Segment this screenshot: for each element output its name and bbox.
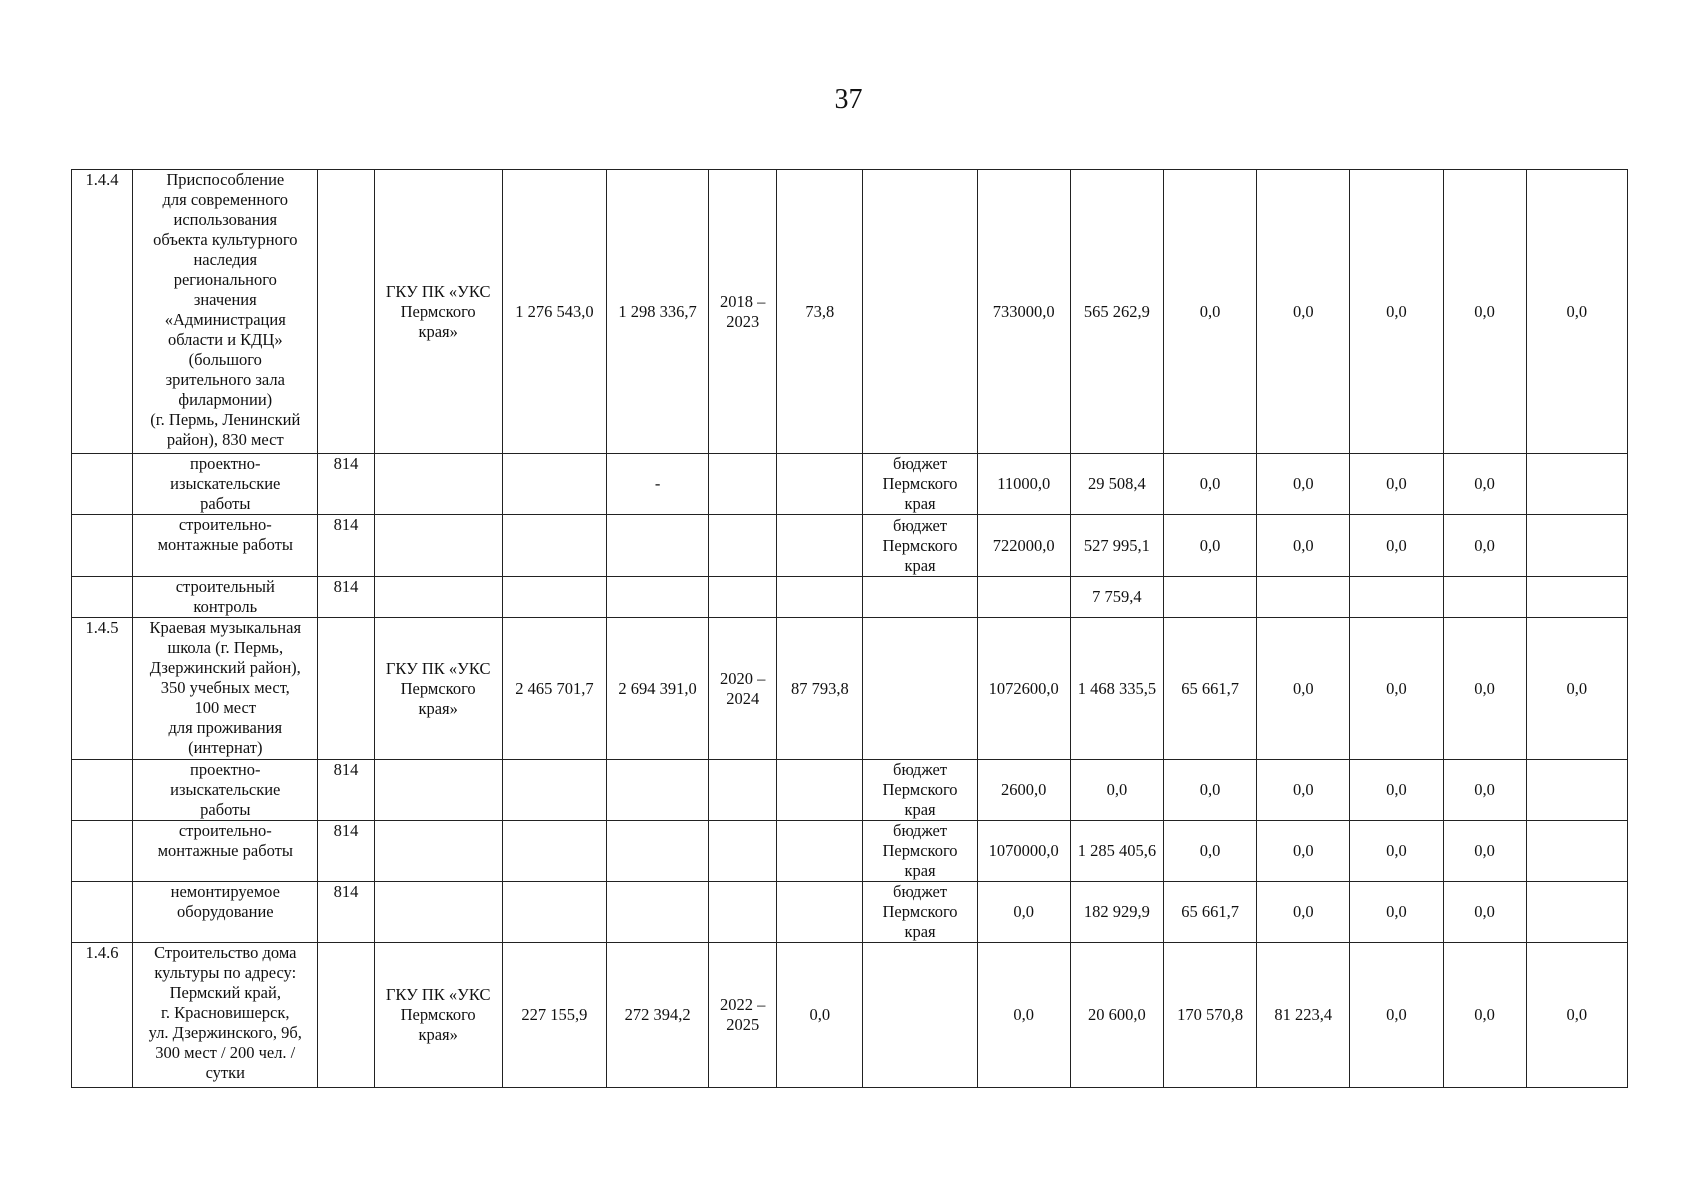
amount-col-5: 0,0 xyxy=(1386,301,1407,321)
amount-col-7: 0,0 xyxy=(1566,301,1588,321)
item-name: Краевая музыкальная школа (г. Пермь, Дзержинский район), 350 учебных мест, 100 мест для проживания (интернат) xyxy=(149,618,302,757)
amount-col-6-cell xyxy=(1443,577,1526,618)
item-number-cell xyxy=(72,515,133,577)
amount-col-7-cell xyxy=(1526,618,1627,760)
amount-col-1: 11000,0 xyxy=(997,474,1051,493)
current-cost-cell xyxy=(606,943,708,1088)
amount-col-4-cell xyxy=(1257,882,1350,943)
budget-code: 814 xyxy=(333,882,359,901)
amount-col-1-cell xyxy=(977,577,1070,618)
amount-col-3-cell xyxy=(1164,618,1257,760)
amount-col-3-cell xyxy=(1164,454,1257,515)
budget-code: 814 xyxy=(333,760,359,779)
item-name-cell xyxy=(133,454,318,515)
item-name-cell xyxy=(133,515,318,577)
budget-code: 814 xyxy=(333,577,359,596)
budget-code-cell xyxy=(318,454,374,515)
amount-col-6-cell xyxy=(1443,821,1526,882)
item-number-cell xyxy=(72,760,133,821)
amount-col-6: 0,0 xyxy=(1474,474,1495,493)
budget-code-cell xyxy=(318,760,374,821)
amount-col-1-cell xyxy=(977,618,1070,760)
funding-source-cell xyxy=(863,821,977,882)
customer: ГКУ ПК «УКС Пермского края» xyxy=(385,658,491,718)
amount-col-4-cell xyxy=(1257,943,1350,1088)
amount-col-2: 182 929,9 xyxy=(1083,902,1150,921)
estimated-cost-cell xyxy=(502,170,606,454)
amount-col-3: 170 570,8 xyxy=(1177,1005,1244,1024)
amount-col-5-cell xyxy=(1350,821,1443,882)
amount-col-5: 0,0 xyxy=(1386,535,1407,555)
construction-period-cell xyxy=(709,170,777,454)
readiness-cell xyxy=(777,577,863,618)
construction-period-cell xyxy=(709,943,777,1088)
amount-col-2-cell xyxy=(1070,454,1163,515)
funding-source-cell xyxy=(863,882,977,943)
amount-col-4: 0,0 xyxy=(1292,902,1314,921)
amount-col-3: 0,0 xyxy=(1199,780,1221,799)
budget-code-cell xyxy=(318,170,374,454)
project-row xyxy=(72,618,1628,760)
subitem-row xyxy=(72,515,1628,577)
customer-cell xyxy=(374,821,502,882)
amount-col-2-cell xyxy=(1070,882,1163,943)
readiness-cell xyxy=(777,618,863,760)
estimated-cost-cell xyxy=(502,882,606,943)
amount-col-5: 0,0 xyxy=(1386,678,1407,698)
amount-col-2: 20 600,0 xyxy=(1088,1005,1146,1024)
item-number: 1.4.4 xyxy=(85,170,119,189)
item-name-cell xyxy=(133,577,318,618)
amount-col-4-cell xyxy=(1257,821,1350,882)
customer-cell xyxy=(374,943,502,1088)
amount-col-1-cell xyxy=(977,821,1070,882)
budget-code-cell xyxy=(318,577,374,618)
budget-code: 814 xyxy=(333,515,359,534)
amount-col-5-cell xyxy=(1350,943,1443,1088)
project-row xyxy=(72,170,1628,454)
current-cost-cell xyxy=(606,170,708,454)
amount-col-4: 0,0 xyxy=(1292,535,1314,555)
budget-code-cell xyxy=(318,821,374,882)
amount-col-4: 0,0 xyxy=(1292,301,1314,321)
funding-source-cell xyxy=(863,454,977,515)
funding-source-cell xyxy=(863,170,977,454)
amount-col-2: 565 262,9 xyxy=(1083,301,1150,321)
item-number: 1.4.6 xyxy=(85,943,119,962)
amount-col-3-cell xyxy=(1164,821,1257,882)
construction-period: 2018 – 2023 xyxy=(720,291,766,331)
funding-source: бюджет Пермского края xyxy=(882,760,958,819)
amount-col-7: 0,0 xyxy=(1566,678,1588,698)
amount-col-4-cell xyxy=(1257,454,1350,515)
readiness-cell xyxy=(777,515,863,577)
item-number-cell xyxy=(72,882,133,943)
item-number-cell xyxy=(72,618,133,760)
amount-col-3: 0,0 xyxy=(1199,841,1221,860)
amount-col-5: 0,0 xyxy=(1386,902,1407,921)
amount-col-4-cell xyxy=(1257,577,1350,618)
amount-col-3: 65 661,7 xyxy=(1181,678,1239,698)
amount-col-6: 0,0 xyxy=(1474,780,1495,799)
amount-col-1: 733000,0 xyxy=(992,301,1055,321)
amount-col-6: 0,0 xyxy=(1474,301,1495,321)
item-number-cell xyxy=(72,170,133,454)
amount-col-4-cell xyxy=(1257,760,1350,821)
customer-cell xyxy=(374,454,502,515)
amount-col-7-cell xyxy=(1526,577,1627,618)
amount-col-2-cell xyxy=(1070,760,1163,821)
construction-period-cell xyxy=(709,577,777,618)
construction-period-cell xyxy=(709,515,777,577)
item-number-cell xyxy=(72,821,133,882)
amount-col-1-cell xyxy=(977,943,1070,1088)
amount-col-1-cell xyxy=(977,760,1070,821)
amount-col-1-cell xyxy=(977,454,1070,515)
estimated-cost: 227 155,9 xyxy=(521,1005,588,1024)
readiness: 87 793,8 xyxy=(790,678,849,698)
amount-col-7-cell xyxy=(1526,882,1627,943)
amount-col-5: 0,0 xyxy=(1386,780,1407,799)
amount-col-5-cell xyxy=(1350,760,1443,821)
amount-col-3: 0,0 xyxy=(1199,474,1221,493)
item-name: немонтируемое оборудование xyxy=(170,882,280,921)
item-name: строительный контроль xyxy=(175,577,275,616)
amount-col-4-cell xyxy=(1257,618,1350,760)
amount-col-5-cell xyxy=(1350,577,1443,618)
readiness-cell xyxy=(777,821,863,882)
construction-period: 2022 – 2025 xyxy=(720,995,766,1034)
amount-col-1: 722000,0 xyxy=(992,535,1055,555)
current-cost: 272 394,2 xyxy=(624,1005,691,1024)
subitem-row xyxy=(72,821,1628,882)
item-name: проектно- изыскательские работы xyxy=(170,454,281,513)
amount-col-3-cell xyxy=(1164,170,1257,454)
program-table xyxy=(71,169,1628,1088)
current-cost: 1 298 336,7 xyxy=(618,301,697,321)
amount-col-4: 81 223,4 xyxy=(1274,1005,1333,1024)
amount-col-1-cell xyxy=(977,882,1070,943)
amount-col-6: 0,0 xyxy=(1474,678,1495,698)
estimated-cost-cell xyxy=(502,454,606,515)
amount-col-3: 0,0 xyxy=(1199,535,1221,555)
amount-col-3-cell xyxy=(1164,760,1257,821)
amount-col-7-cell xyxy=(1526,760,1627,821)
amount-col-2-cell xyxy=(1070,577,1163,618)
customer-cell xyxy=(374,515,502,577)
amount-col-3: 65 661,7 xyxy=(1181,902,1239,921)
budget-code-cell xyxy=(318,882,374,943)
readiness: 0,0 xyxy=(809,1005,831,1024)
current-cost-cell xyxy=(606,821,708,882)
estimated-cost-cell xyxy=(502,577,606,618)
amount-col-2: 29 508,4 xyxy=(1088,474,1146,493)
amount-col-2-cell xyxy=(1070,821,1163,882)
budget-code-cell xyxy=(318,943,374,1088)
current-cost: - xyxy=(654,474,661,493)
amount-col-2: 1 285 405,6 xyxy=(1077,841,1157,860)
amount-col-1: 1070000,0 xyxy=(988,841,1059,860)
amount-col-6-cell xyxy=(1443,170,1526,454)
item-name-cell xyxy=(133,943,318,1088)
item-name: проектно- изыскательские работы xyxy=(170,760,281,819)
table-body xyxy=(72,170,1628,1088)
amount-col-4: 0,0 xyxy=(1292,841,1314,860)
current-cost-cell xyxy=(606,577,708,618)
amount-col-2-cell xyxy=(1070,515,1163,577)
amount-col-6-cell xyxy=(1443,882,1526,943)
subitem-row xyxy=(72,760,1628,821)
amount-col-5-cell xyxy=(1350,882,1443,943)
funding-source: бюджет Пермского края xyxy=(882,821,958,880)
item-name-cell xyxy=(133,618,318,760)
funding-source-cell xyxy=(863,577,977,618)
amount-col-4-cell xyxy=(1257,170,1350,454)
amount-col-2-cell xyxy=(1070,618,1163,760)
funding-source: бюджет Пермского края xyxy=(882,882,958,941)
readiness-cell xyxy=(777,943,863,1088)
funding-source-cell xyxy=(863,618,977,760)
amount-col-6: 0,0 xyxy=(1474,841,1495,860)
amount-col-3-cell xyxy=(1164,577,1257,618)
construction-period-cell xyxy=(709,760,777,821)
subitem-row xyxy=(72,882,1628,943)
readiness-cell xyxy=(777,170,863,454)
amount-col-1: 0,0 xyxy=(1013,1005,1035,1024)
project-row xyxy=(72,943,1628,1088)
customer: ГКУ ПК «УКС Пермского края» xyxy=(385,985,491,1044)
construction-period-cell xyxy=(709,454,777,515)
amount-col-3: 0,0 xyxy=(1199,301,1221,321)
amount-col-5: 0,0 xyxy=(1386,1005,1407,1024)
amount-col-7-cell xyxy=(1526,515,1627,577)
amount-col-3-cell xyxy=(1164,515,1257,577)
customer-cell xyxy=(374,882,502,943)
readiness: 73,8 xyxy=(805,301,835,321)
amount-col-7-cell xyxy=(1526,454,1627,515)
subitem-row xyxy=(72,454,1628,515)
amount-col-6: 0,0 xyxy=(1474,1005,1495,1024)
amount-col-5-cell xyxy=(1350,618,1443,760)
amount-col-1-cell xyxy=(977,170,1070,454)
amount-col-7-cell xyxy=(1526,170,1627,454)
current-cost-cell xyxy=(606,882,708,943)
amount-col-2: 527 995,1 xyxy=(1083,535,1150,555)
construction-period: 2020 – 2024 xyxy=(720,668,766,708)
amount-col-4-cell xyxy=(1257,515,1350,577)
amount-col-1: 1072600,0 xyxy=(988,678,1059,698)
amount-col-2-cell xyxy=(1070,943,1163,1088)
amount-col-6-cell xyxy=(1443,515,1526,577)
customer: ГКУ ПК «УКС Пермского края» xyxy=(385,281,491,341)
amount-col-6-cell xyxy=(1443,760,1526,821)
readiness-cell xyxy=(777,882,863,943)
amount-col-6-cell xyxy=(1443,618,1526,760)
item-name-cell xyxy=(133,760,318,821)
customer-cell xyxy=(374,577,502,618)
funding-source-cell xyxy=(863,943,977,1088)
item-number-cell xyxy=(72,577,133,618)
funding-source-cell xyxy=(863,515,977,577)
amount-col-2: 0,0 xyxy=(1106,780,1128,799)
budget-code-cell xyxy=(318,515,374,577)
amount-col-3-cell xyxy=(1164,882,1257,943)
readiness-cell xyxy=(777,454,863,515)
current-cost-cell xyxy=(606,760,708,821)
amount-col-3-cell xyxy=(1164,943,1257,1088)
estimated-cost-cell xyxy=(502,821,606,882)
amount-col-4: 0,0 xyxy=(1292,474,1314,493)
item-number-cell xyxy=(72,454,133,515)
amount-col-1: 0,0 xyxy=(1013,902,1035,921)
estimated-cost-cell xyxy=(502,760,606,821)
item-name: строительно- монтажные работы xyxy=(157,515,293,554)
amount-col-7: 0,0 xyxy=(1566,1005,1588,1024)
estimated-cost-cell xyxy=(502,943,606,1088)
current-cost: 2 694 391,0 xyxy=(618,678,697,698)
amount-col-4: 0,0 xyxy=(1292,780,1314,799)
amount-col-7-cell xyxy=(1526,821,1627,882)
readiness-cell xyxy=(777,760,863,821)
amount-col-6-cell xyxy=(1443,454,1526,515)
amount-col-4: 0,0 xyxy=(1292,678,1314,698)
estimated-cost-cell xyxy=(502,515,606,577)
item-name: Приспособление для современного использования объекта культурного наследия регионального значения «Администрация области и КДЦ» (большого зрительного зала филармонии) (г. Пермь, Ленинский район), 830 мест xyxy=(150,170,301,449)
budget-code-cell xyxy=(318,618,374,760)
estimated-cost: 2 465 701,7 xyxy=(515,678,594,698)
construction-period-cell xyxy=(709,618,777,760)
amount-col-5-cell xyxy=(1350,515,1443,577)
funding-source: бюджет Пермского края xyxy=(882,454,958,513)
budget-code: 814 xyxy=(333,821,359,840)
construction-period-cell xyxy=(709,821,777,882)
item-name: Строительство дома культуры по адресу: Пермский край, г. Красновишерск, ул. Дзержинского, 9б, 300 мест / 200 чел. / сутки xyxy=(148,943,302,1082)
amount-col-1: 2600,0 xyxy=(1001,780,1047,799)
current-cost-cell xyxy=(606,618,708,760)
item-name-cell xyxy=(133,821,318,882)
amount-col-5: 0,0 xyxy=(1386,474,1407,493)
item-name-cell xyxy=(133,882,318,943)
amount-col-5: 0,0 xyxy=(1386,841,1407,860)
amount-col-7-cell xyxy=(1526,943,1627,1088)
funding-source: бюджет Пермского края xyxy=(882,515,958,575)
customer-cell xyxy=(374,618,502,760)
amount-col-2-cell xyxy=(1070,170,1163,454)
page-number: 37 xyxy=(834,84,863,115)
item-number: 1.4.5 xyxy=(85,618,119,637)
amount-col-5-cell xyxy=(1350,170,1443,454)
amount-col-6-cell xyxy=(1443,943,1526,1088)
subitem-row xyxy=(72,577,1628,618)
item-number-cell xyxy=(72,943,133,1088)
item-name-cell xyxy=(133,170,318,454)
budget-code: 814 xyxy=(333,454,359,473)
current-cost-cell xyxy=(606,454,708,515)
amount-col-2: 1 468 335,5 xyxy=(1077,678,1157,698)
amount-col-5-cell xyxy=(1350,454,1443,515)
estimated-cost: 1 276 543,0 xyxy=(515,301,594,321)
current-cost-cell xyxy=(606,515,708,577)
amount-col-6: 0,0 xyxy=(1474,535,1495,555)
customer-cell xyxy=(374,170,502,454)
estimated-cost-cell xyxy=(502,618,606,760)
customer-cell xyxy=(374,760,502,821)
amount-col-2: 7 759,4 xyxy=(1092,587,1142,606)
construction-period-cell xyxy=(709,882,777,943)
amount-col-1-cell xyxy=(977,515,1070,577)
item-name: строительно- монтажные работы xyxy=(157,821,293,860)
funding-source-cell xyxy=(863,760,977,821)
amount-col-6: 0,0 xyxy=(1474,902,1495,921)
